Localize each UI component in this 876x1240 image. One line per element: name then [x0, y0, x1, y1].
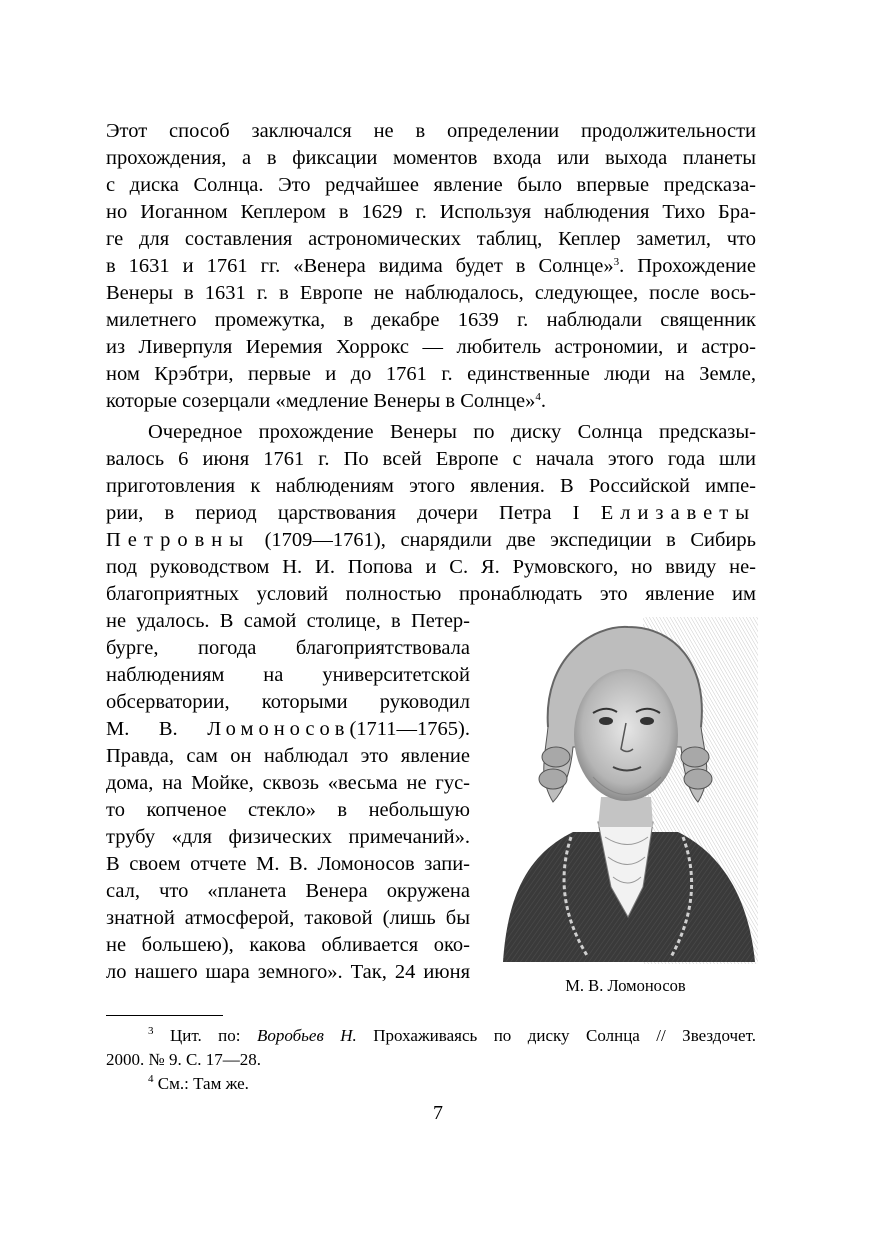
- body-line: ном Крэбтри, первые и до 1761 г. единственные люди на Земле,: [106, 363, 756, 385]
- body-line: Правда, сам он наблюдал это явление: [106, 745, 470, 767]
- spaced-name: Елизаветы: [600, 502, 756, 524]
- body-line: прохождения, а в фиксации моментов входа или выхода планеты: [106, 147, 756, 169]
- footnote-ref: 4: [535, 391, 541, 403]
- body-line: обсерватории, которыми руководил: [106, 691, 470, 713]
- body-line: под руководством Н. И. Попова и С. Я. Румовского, но ввиду не-: [106, 556, 756, 578]
- body-line: милетнего промежутка, в декабре 1639 г. наблюдали священник: [106, 309, 756, 331]
- body-line: дома, на Мойке, сквозь «весьма не гус-: [106, 772, 470, 794]
- body-line: которые созерцали «медление Венеры в Солнце»$^4$.: [106, 390, 547, 412]
- body-line: благоприятных условий полностью пронаблюдать это явление им: [106, 583, 756, 605]
- body-line: Очередное прохождение Венеры по диску Солнца предсказы-: [148, 421, 756, 443]
- body-line: бурге, погода благоприятствовала: [106, 637, 470, 659]
- footnote-3: $^3$ Цит. по: Воробьев Н. Прохаживаясь по диску Солнца // Звездочет.: [148, 1025, 756, 1045]
- body-line: сал, что «планета Венера окружена: [106, 880, 470, 902]
- body-line: то копченое стекло» в небольшую: [106, 799, 470, 821]
- body-line: приготовления к наблюдениям этого явления. В Российской импе-: [106, 475, 756, 497]
- portrait-image: [493, 617, 758, 964]
- body-line: знатной атмосферой, таковой (лишь бы: [106, 907, 470, 929]
- figure-caption: М. В. Ломоносов: [565, 976, 686, 995]
- body-line: Петровны (1709—1761), снарядили две экспедиции в Сибирь: [106, 529, 756, 551]
- body-line: Венеры в 1631 г. в Европе не наблюдалось, следующее, после вось-: [106, 282, 756, 304]
- body-line: не удалось. В самой столице, в Петер-: [106, 610, 470, 632]
- spaced-name: Петровны: [106, 529, 251, 551]
- body-line: в 1631 и 1761 гг. «Венера видима будет в Солнце»$^3$. Прохождение: [106, 255, 756, 277]
- body-line: рии, в период царствования дочери Петра I Елизаветы: [106, 502, 756, 524]
- body-line: из Ливерпуля Иеремия Хоррокс — любитель астрономии, и астро-: [106, 336, 756, 358]
- body-line: В своем отчете М. В. Ломоносов запи-: [106, 853, 470, 875]
- page-number: 7: [433, 1102, 443, 1124]
- body-line: Этот способ заключался не в определении продолжительности: [106, 120, 756, 142]
- body-line: М. В. Ломоносов(1711—1765).: [106, 718, 470, 740]
- body-line: не большею), какова обливается око-: [106, 934, 470, 956]
- body-line: с диска Солнца. Это редчайшее явление было впервые предсказа-: [106, 174, 756, 196]
- footnote-3-line2: 2000. № 9. С. 17—28.: [106, 1050, 262, 1069]
- body-line: валось 6 июня 1761 г. По всей Европе с начала этого года шли: [106, 448, 756, 470]
- footnote-divider: [106, 1015, 223, 1016]
- spaced-name: Ломоносов: [207, 718, 350, 740]
- footnote-ref: 3: [613, 256, 620, 268]
- body-line: ге для составления астрономических таблиц, Кеплер заметил, что: [106, 228, 756, 250]
- body-line: ло нашего шара земного». Так, 24 июня: [106, 961, 470, 983]
- footnote-4: $^4$ См.: Там же.: [148, 1073, 249, 1093]
- body-line: но Иоганном Кеплером в 1629 г. Используя наблюдения Тихо Бра-: [106, 201, 756, 223]
- body-line: трубу «для физических примечаний».: [106, 826, 470, 848]
- body-line: наблюдениям на университетской: [106, 664, 470, 686]
